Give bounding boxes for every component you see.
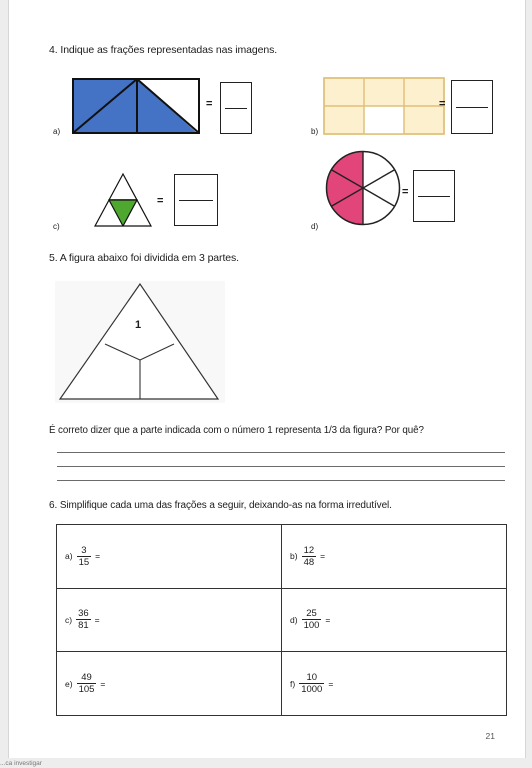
fraction-f: $\frac{10}{1000}$: [301, 672, 323, 696]
fraction-cell-a[interactable]: [57, 525, 282, 589]
equals-sign-b: =: [439, 98, 446, 110]
question-5-prompt: É correto dizer que a parte indicada com o número 1 representa 1/3 da figura? Por quê?: [49, 425, 424, 436]
cell-label-f: f): [290, 678, 296, 689]
figure-a-blue-rectangle: [71, 77, 203, 135]
cell-label-a: a): [65, 551, 73, 562]
figure-b-cream-grid: [323, 77, 445, 135]
label-c: c): [53, 222, 60, 231]
page-number: 21: [485, 731, 495, 741]
equals-e: =: [100, 678, 106, 689]
question-5-title: 5. A figura abaixo foi dividida em 3 partes.: [49, 252, 239, 264]
equals-d: =: [325, 614, 331, 625]
cell-label-b: b): [290, 551, 298, 562]
answer-box-a[interactable]: [220, 82, 252, 134]
equals-sign-c: =: [157, 195, 164, 207]
equals-c: =: [94, 614, 100, 625]
cell-label-e: e): [65, 678, 73, 689]
answer-box-d[interactable]: [413, 170, 455, 222]
fraction-cell-b[interactable]: [282, 525, 507, 589]
question-6-title: 6. Simplifique cada uma das frações a seguir, deixando-as na forma irredutível.: [49, 500, 392, 511]
fraction-d: $\frac{25}{100}$: [303, 608, 320, 632]
fraction-cell-f[interactable]: [282, 652, 507, 716]
fraction-cell-c[interactable]: [57, 588, 282, 652]
answer-box-c[interactable]: [174, 174, 218, 226]
fraction-b: $\frac{12}{48}$: [303, 544, 315, 568]
answer-line-2[interactable]: [57, 466, 505, 467]
simplify-fractions-table: [56, 524, 507, 716]
worksheet-page: [8, 0, 526, 758]
equals-f: =: [328, 678, 334, 689]
footer-fragment: ...ca investigar: [0, 760, 42, 767]
fraction-cell-e[interactable]: [57, 652, 282, 716]
cell-label-d: d): [290, 614, 298, 625]
label-a: a): [53, 127, 61, 136]
fraction-a: $\frac{3}{15}$: [78, 544, 90, 568]
fraction-cell-d[interactable]: [282, 588, 507, 652]
figure-c-shaded-part: [108, 199, 138, 226]
equals-sign-d: =: [402, 186, 409, 198]
equals-sign-a: =: [206, 98, 213, 110]
fraction-e: $\frac{49}{105}$: [78, 672, 95, 696]
answer-line-1[interactable]: [57, 452, 505, 453]
cell-label-c: c): [65, 614, 73, 625]
part-number-label: 1: [135, 319, 142, 331]
answer-box-b[interactable]: [451, 80, 493, 134]
equals-b: =: [320, 551, 326, 562]
label-b: b): [311, 127, 319, 136]
equals-a: =: [95, 551, 101, 562]
answer-line-3[interactable]: [57, 480, 505, 481]
label-d: d): [311, 222, 319, 231]
question-4-title: 4. Indique as frações representadas nas imagens.: [49, 44, 278, 56]
figure-d-pie-circle: [325, 150, 401, 226]
figure-c-triangle: [93, 172, 153, 228]
fraction-c: $\frac{36}{81}$: [78, 608, 89, 632]
figure-q5-divided-triangle: [55, 281, 225, 403]
